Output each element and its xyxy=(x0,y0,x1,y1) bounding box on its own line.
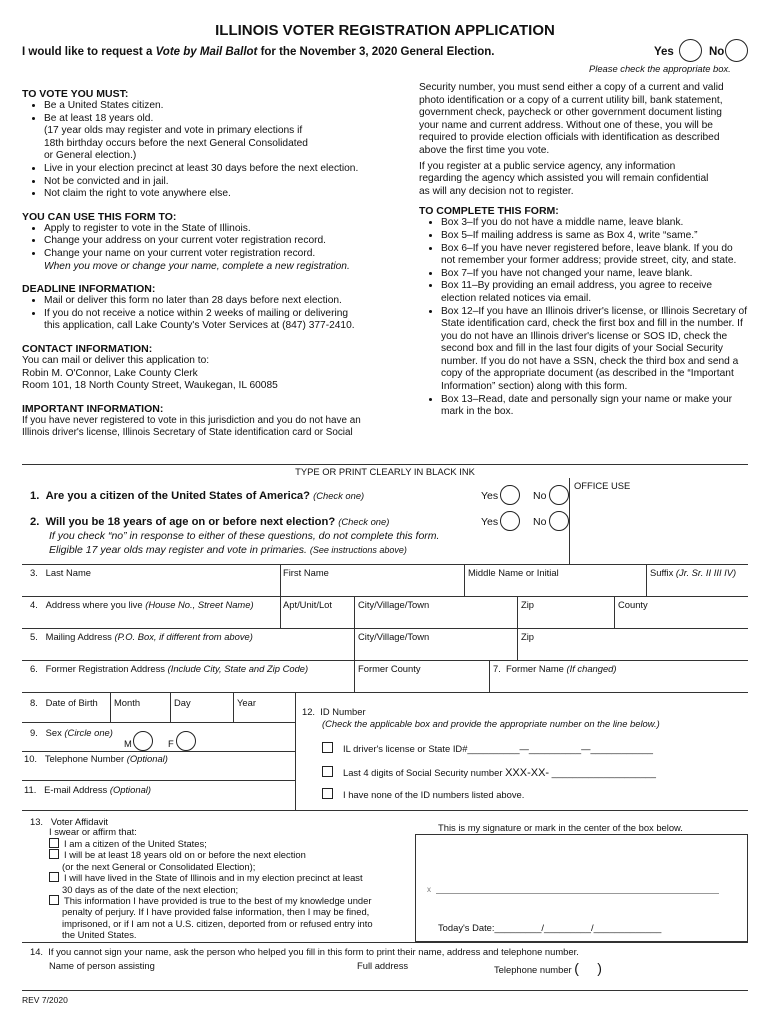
f6-hint: (Include City, State and Zip Code) xyxy=(167,663,309,674)
affidavit-swear: I swear or affirm that: xyxy=(49,826,137,837)
id-option-none[interactable] xyxy=(322,788,524,800)
id-number-hint: (Check the applicable box and provide the appropriate number on the line below.) xyxy=(322,718,660,729)
col-divider xyxy=(517,596,518,628)
deadline-item: • Mail or deliver this form no later than 28 days before next election. xyxy=(44,295,400,308)
use-heading: YOU CAN USE THIS FORM TO: xyxy=(22,210,177,223)
affidavit-text: the United States. xyxy=(62,929,137,941)
request-no-checkbox[interactable] xyxy=(725,39,748,62)
q2-eligibility-hint: (See instructions above) xyxy=(309,545,407,555)
request-yes-label: Yes xyxy=(654,46,674,58)
affidavit-item xyxy=(49,849,373,860)
ssn-mask: XXX-XX- xyxy=(505,767,550,779)
deadline-item: • If you do not receive a notice within 2 weeks of mailing or delivering xyxy=(44,308,400,321)
left-instructions xyxy=(22,88,400,440)
mailing-address-field[interactable] xyxy=(30,631,253,642)
complete-heading: TO COMPLETE THIS FORM: xyxy=(419,205,559,218)
contact-line: You can mail or deliver this application to: xyxy=(22,354,210,366)
must-age-note: or General election.) xyxy=(44,150,137,162)
right-instructions xyxy=(419,82,749,419)
row-rule xyxy=(22,628,748,629)
signature-x-mark: x xyxy=(427,885,431,894)
dob-month-field[interactable]: Month xyxy=(114,697,141,708)
request-yes-checkbox[interactable] xyxy=(679,39,702,62)
office-use-box xyxy=(569,478,749,564)
f5-hint: (P.O. Box, if different from above) xyxy=(114,631,253,642)
complete-item: • Box 12–If you have an Illinois driver's license, or Illinois Secretary of State identification card, check the first box and fill in the number. If you do not have an Illinois driver's license or SOS ID, check the second box and fill in the last four digits of your Social Security number. If you do not have a SSN, check the third box and send a copy of the appropriate document (as described in the “Important Information” section) along with this form. xyxy=(441,306,749,394)
q2-text: Will you be 18 years of age on or before next election? xyxy=(45,516,336,528)
col-divider xyxy=(517,628,518,660)
f5-label: Mailing Address xyxy=(45,631,112,642)
email-field[interactable] xyxy=(24,784,151,795)
middle-name-label[interactable]: Middle Name or Initial xyxy=(468,567,559,578)
f6-num: 6. xyxy=(30,663,38,674)
assistant-phone-label: Telephone number xyxy=(494,964,572,975)
sex-m-option[interactable] xyxy=(133,731,153,751)
sex-f-label: F xyxy=(168,738,174,749)
q2-hint: (Check one) xyxy=(338,516,390,527)
agency-paragraph-line: as will any decision not to register. xyxy=(419,185,574,197)
col-divider xyxy=(489,660,490,692)
col-divider xyxy=(646,564,647,596)
affidavit-item xyxy=(49,838,373,849)
agency-paragraph-line: regarding the agency which assisted you will remain confidential xyxy=(419,173,709,185)
signature-instruction: This is my signature or mark in the center of the box below. xyxy=(438,822,683,833)
request-suffix: for the November 3, 2020 General Election. xyxy=(257,46,495,58)
f14-num: 14. xyxy=(30,946,44,957)
phone-field[interactable] xyxy=(24,753,168,764)
affidavit-text: I am a citizen of the United States; xyxy=(64,838,207,849)
f7-label: Former Name xyxy=(506,663,564,674)
affidavit-text: (or the next General or Consolidated Election); xyxy=(62,860,256,872)
f5-num: 5. xyxy=(30,631,38,642)
f13-num: 13. xyxy=(30,816,44,827)
col-divider xyxy=(464,564,465,596)
q2-eligibility xyxy=(49,544,407,556)
col-divider xyxy=(233,692,234,722)
affidavit-checkbox xyxy=(49,872,59,882)
row-rule xyxy=(22,692,748,693)
f11-num: 11. xyxy=(24,784,37,795)
use-item: • Apply to register to vote in the State of Illinois. xyxy=(44,223,400,236)
q1-yes-label: Yes xyxy=(481,490,499,502)
must-item: • Not claim the right to vote anywhere else. xyxy=(44,188,400,201)
col-divider xyxy=(614,596,615,628)
f7-hint: (If changed) xyxy=(566,663,617,674)
complete-item: • Box 5–If mailing address is same as Box 4, write “same.” xyxy=(441,230,749,243)
must-age-note: (17 year olds may register and vote in primary elections if xyxy=(44,125,303,137)
use-item: • Change your address on your current voter registration record. xyxy=(44,235,400,248)
important-line: Illinois driver's license, Illinois Secretary of State identification card or Social xyxy=(22,427,353,439)
license-checkbox[interactable] xyxy=(322,742,333,753)
footer-rule xyxy=(22,990,748,991)
q2-yes-label: Yes xyxy=(481,516,499,528)
assistant-name-field[interactable]: Name of person assisting xyxy=(49,960,155,971)
affidavit-list xyxy=(49,838,373,941)
affidavit-checkbox xyxy=(49,838,59,848)
vote-by-mail-request xyxy=(22,46,495,58)
f6-label: Former Registration Address xyxy=(45,663,165,674)
q1-text: Are you a citizen of the United States of America? xyxy=(45,490,310,502)
f10-label: Telephone Number xyxy=(44,753,125,764)
q1-num: 1. xyxy=(30,490,40,502)
suffix-field[interactable] xyxy=(650,567,736,578)
row-rule xyxy=(22,564,748,565)
deadline-heading: DEADLINE INFORMATION: xyxy=(22,283,156,296)
q2-yes-checkbox[interactable] xyxy=(500,511,520,531)
request-no-label: No xyxy=(709,46,725,58)
print-note-rule xyxy=(22,464,748,465)
row-rule xyxy=(22,596,748,597)
f8-num: 8. xyxy=(30,697,38,708)
col-divider xyxy=(354,660,355,692)
ssn-checkbox[interactable] xyxy=(322,766,333,777)
city-field[interactable]: City/Village/Town xyxy=(358,599,430,610)
mailing-city-field[interactable]: City/Village/Town xyxy=(358,631,430,642)
contact-line: Robin M. O'Connor, Lake County Clerk xyxy=(22,367,198,379)
q1-hint: (Check one) xyxy=(313,490,365,501)
must-item: • Be at least 18 years old. xyxy=(44,113,400,126)
none-option-text: I have none of the ID numbers listed above. xyxy=(343,789,525,800)
q1-yes-checkbox[interactable] xyxy=(500,485,520,505)
f10-hint: (Optional) xyxy=(126,753,168,764)
f11-label: E-mail Address xyxy=(44,784,108,795)
id-paragraph-line: Security number, you must send either a copy of a current and valid xyxy=(419,82,724,93)
use-note: When you move or change your name, complete a new registration. xyxy=(44,260,350,272)
row-rule xyxy=(22,810,748,811)
f12-num: 12. xyxy=(302,706,316,717)
row-rule xyxy=(22,780,295,781)
dob-year-field[interactable]: Year xyxy=(237,697,256,708)
affidavit-checkbox xyxy=(49,895,59,905)
col-divider xyxy=(280,596,281,628)
suffix-label: Suffix xyxy=(650,567,674,578)
id-paragraph-line: your name and current address. Without one of these, you will be xyxy=(419,119,713,131)
f12-label: ID Number xyxy=(320,706,366,717)
former-county-field[interactable]: Former County xyxy=(358,663,421,674)
signature-date-field[interactable]: Today's Date:_________/_________/_____________ xyxy=(438,922,662,933)
f8-label: Date of Birth xyxy=(45,697,98,708)
ssn-option-text: Last 4 digits of Social Security number xyxy=(343,767,506,778)
affidavit-text: I will be at least 18 years old on or before the next election xyxy=(64,849,306,861)
last-name-label[interactable] xyxy=(30,567,91,578)
revision-label: REV 7/2020 xyxy=(22,995,68,1005)
f11-hint: (Optional) xyxy=(109,784,151,795)
page-title: ILLINOIS VOTER REGISTRATION APPLICATION xyxy=(215,22,555,39)
county-field[interactable]: County xyxy=(618,599,648,610)
request-prefix: I would like to request a xyxy=(22,46,156,58)
sex-f-option[interactable] xyxy=(176,731,196,751)
q2-num: 2. xyxy=(30,516,40,528)
col-divider xyxy=(280,564,281,596)
f9-label: Sex xyxy=(45,727,62,738)
use-item: • Change your name on your current voter registration record. xyxy=(44,248,400,261)
request-italic: Vote by Mail Ballot xyxy=(155,46,258,58)
f4-hint: (House No., Street Name) xyxy=(145,599,254,610)
must-age-note: 18th birthday occurs before the next General Consolidated xyxy=(44,137,308,149)
complete-item: • Box 6–If you have never registered before, leave blank. If you do not remember your former address; provide street, city, and state. xyxy=(441,243,749,268)
affidavit-text: I will have lived in the State of Illinois and in my election precinct at least xyxy=(64,872,363,884)
former-address-field[interactable] xyxy=(30,663,308,674)
q2-no-label: No xyxy=(533,516,547,528)
affidavit-text: imprisoned, or if I am not a U.S. citizen, deported from or refused entry into xyxy=(62,917,373,929)
contact-heading: CONTACT INFORMATION: xyxy=(22,342,153,355)
f9-num: 9. xyxy=(30,727,38,738)
signature-box[interactable] xyxy=(415,834,748,942)
q2-warning: If you check “no” in response to either of these questions, do not complete this form. xyxy=(49,530,440,542)
ssn-blank: ____________________ xyxy=(549,767,656,778)
row-rule xyxy=(22,660,748,661)
q1 xyxy=(30,490,364,502)
complete-item: • Box 13–Read, date and personally sign your name or make your mark in the box. xyxy=(441,394,749,419)
affidavit-item xyxy=(49,895,373,906)
id-paragraph-line: above the first time you vote. xyxy=(419,144,550,156)
f9-hint: (Circle one) xyxy=(64,727,113,738)
row-rule xyxy=(22,722,295,723)
complete-item: • Box 3–If you do not have a middle name, leave blank. xyxy=(441,217,749,230)
id-paragraph-line: government check, paycheck or other government document listing xyxy=(419,107,722,119)
col-divider xyxy=(110,692,111,722)
f7-num: 7. xyxy=(493,663,501,674)
signature-line xyxy=(436,893,719,894)
dob-label xyxy=(30,697,98,708)
q2-no-checkbox[interactable] xyxy=(549,511,569,531)
affidavit-text: 30 days as of the date of the next election; xyxy=(62,883,239,895)
must-item: • Live in your election precinct at least 30 days before the next election. xyxy=(44,163,400,176)
assistant-instruction xyxy=(30,946,579,957)
id-option-license[interactable] xyxy=(322,742,653,754)
mailing-zip-field[interactable]: Zip xyxy=(521,631,535,642)
id-option-ssn[interactable] xyxy=(322,766,656,779)
f13-label: Voter Affidavit xyxy=(50,816,109,827)
col-divider xyxy=(170,692,171,722)
agency-paragraph-line: If you register at a public service agency, any information xyxy=(419,160,676,172)
f3-label: Last Name xyxy=(45,567,91,578)
none-checkbox[interactable] xyxy=(322,788,333,799)
q1-no-checkbox[interactable] xyxy=(549,485,569,505)
complete-item: • Box 11–By providing an email address, you agree to receive election related notices via email. xyxy=(441,280,749,305)
row-rule xyxy=(22,751,295,752)
f4-label: Address where you live xyxy=(45,599,143,610)
license-option-text: IL driver's license or State ID#__________—__________—____________ xyxy=(343,743,654,754)
id-number-label xyxy=(302,706,366,717)
col-divider xyxy=(354,596,355,628)
important-line: If you have never registered to vote in this jurisdiction and you do not have an xyxy=(22,414,361,426)
deadline-item: this application, call Lake County's Voter Services at (847) 377-2410. xyxy=(44,320,355,332)
f14-text: If you cannot sign your name, ask the person who helped you fill in this form to print their name, address and telephone number. xyxy=(48,946,579,957)
affidavit-item xyxy=(49,872,373,883)
affidavit-text: This information I have provided is true to the best of my knowledge under xyxy=(64,895,372,907)
office-use-label: OFFICE USE xyxy=(574,480,631,491)
must-item: • Be a United States citizen. xyxy=(44,100,400,113)
print-note: TYPE OR PRINT CLEARLY IN BLACK INK xyxy=(295,466,475,477)
row-rule xyxy=(22,942,748,943)
col-divider xyxy=(354,628,355,660)
must-item: • Not be convicted and in jail. xyxy=(44,176,400,189)
affidavit-text: penalty of perjury. If I have provided false information, then I may be fined, xyxy=(62,906,370,918)
zip-field[interactable]: Zip xyxy=(521,599,535,610)
f10-num: 10. xyxy=(24,753,38,764)
sex-m-label: M xyxy=(124,738,132,749)
sex-label xyxy=(30,727,113,738)
assistant-phone-field[interactable] xyxy=(494,960,602,976)
assistant-address-field[interactable]: Full address xyxy=(357,960,409,971)
q2 xyxy=(30,516,389,528)
q1-no-label: No xyxy=(533,490,547,502)
f3-num: 3. xyxy=(30,567,38,578)
dob-day-field[interactable]: Day xyxy=(174,697,191,708)
paren-close: ) xyxy=(597,960,602,976)
contact-line: Room 101, 18 North County Street, Waukegan, IL 60085 xyxy=(22,380,278,392)
q2-eligibility-text: Eligible 17 year olds may register and vote in primaries. xyxy=(49,544,307,556)
former-name-field[interactable] xyxy=(493,663,617,674)
affidavit-checkbox xyxy=(49,849,59,859)
col-divider xyxy=(295,692,296,810)
complete-item: • Box 7–If you have not changed your name, leave blank. xyxy=(441,268,749,281)
important-heading: IMPORTANT INFORMATION: xyxy=(22,402,164,415)
id-paragraph-line: photo identification or a copy of a current utility bill, bank statement, xyxy=(419,94,723,106)
must-heading: TO VOTE YOU MUST: xyxy=(22,88,129,100)
suffix-hint: (Jr. Sr. II III IV) xyxy=(675,567,737,578)
apt-field[interactable]: Apt/Unit/Lot xyxy=(283,599,332,610)
address-field[interactable] xyxy=(30,599,254,610)
paren-open: ( xyxy=(574,960,579,976)
request-note: Please check the appropriate box. xyxy=(589,63,731,74)
f4-num: 4. xyxy=(30,599,38,610)
id-paragraph-line: required to provide election officials with identification as described xyxy=(419,132,720,144)
first-name-label[interactable]: First Name xyxy=(283,567,329,578)
